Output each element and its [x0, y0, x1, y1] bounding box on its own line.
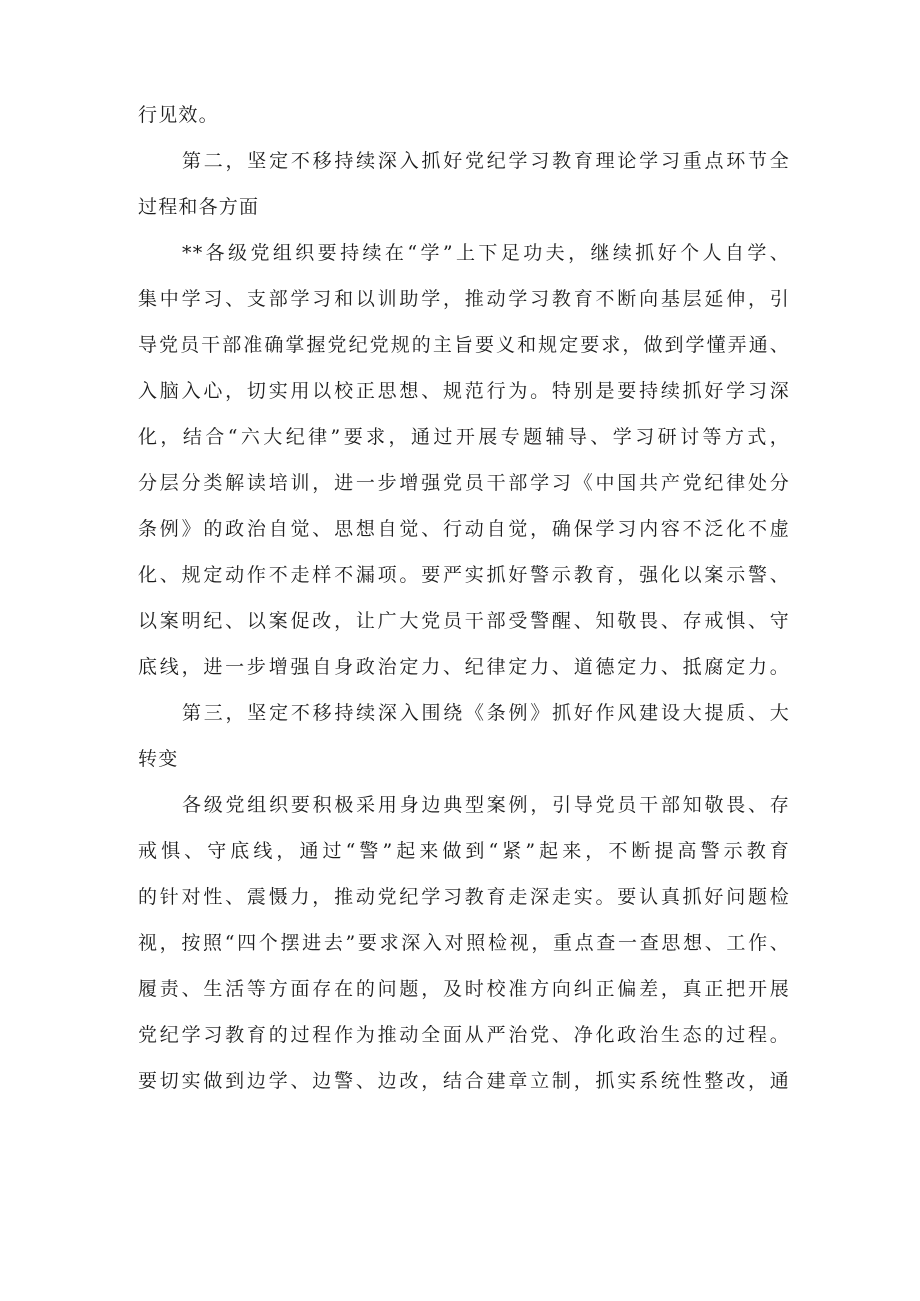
text-line: 导党员干部准确掌握党纪党规的主旨要义和规定要求，做到学懂弄通、 [138, 334, 790, 356]
text-line: 分层分类解读培训，进一步增强党员干部学习《中国共产党纪律处分 [138, 472, 790, 494]
text-line: 以案明纪、以案促改，让广大党员干部受警醒、知敬畏、存戒惧、守 [138, 610, 790, 632]
text-line: 的针对性、震慑力，推动党纪学习教育走深走实。要认真抓好问题检 [138, 886, 790, 908]
text-line: 底线，进一步增强自身政治定力、纪律定力、道德定力、抵腐定力。 [138, 656, 790, 678]
text-line: 化、规定动作不走样不漏项。要严实抓好警示教育，强化以案示警、 [138, 564, 790, 586]
text-line: 第三，坚定不移持续深入围绕《条例》抓好作风建设大提质、大 [182, 702, 790, 724]
text-line: 化，结合“六大纪律”要求，通过开展专题辅导、学习研讨等方式， [138, 426, 790, 448]
text-line: 入脑入心，切实用以校正思想、规范行为。特别是要持续抓好学习深 [138, 380, 790, 402]
text-line: 第二，坚定不移持续深入抓好党纪学习教育理论学习重点环节全 [182, 150, 790, 172]
text-line: 条例》的政治自觉、思想自觉、行动自觉，确保学习内容不泛化不虚 [138, 518, 790, 540]
text-line: 党纪学习教育的过程作为推动全面从严治党、净化政治生态的过程。 [138, 1024, 790, 1046]
text-line: 履责、生活等方面存在的问题，及时校准方向纠正偏差，真正把开展 [138, 978, 790, 1000]
text-line: 视，按照“四个摆进去”要求深入对照检视，重点查一查思想、工作、 [138, 932, 790, 954]
document-body [138, 92, 790, 1104]
text-line: 转变 [138, 748, 179, 770]
text-line: 过程和各方面 [138, 196, 260, 218]
text-line: 行见效。 [138, 104, 219, 126]
text-line: 各级党组织要积极采用身边典型案例，引导党员干部知敬畏、存 [182, 794, 790, 816]
text-line: 戒惧、守底线，通过“警”起来做到“紧”起来，不断提高警示教育 [138, 840, 790, 862]
text-line: 集中学习、支部学习和以训助学，推动学习教育不断向基层延伸，引 [138, 288, 790, 310]
text-line: **各级党组织要持续在“学”上下足功夫，继续抓好个人自学、 [182, 242, 790, 264]
text-line: 要切实做到边学、边警、边改，结合建章立制，抓实系统性整改，通 [138, 1070, 790, 1092]
